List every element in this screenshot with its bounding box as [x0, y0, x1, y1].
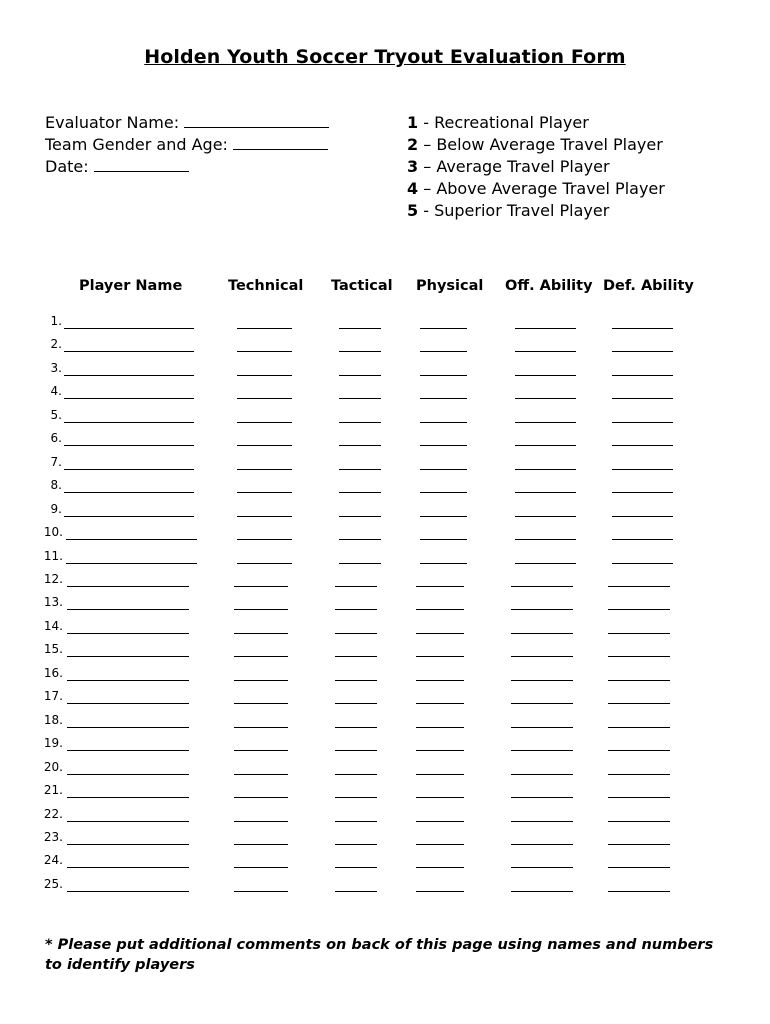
- physical-field[interactable]: [416, 656, 464, 657]
- table-row: [0, 361, 770, 381]
- physical-field[interactable]: [420, 422, 467, 423]
- off-ability-field[interactable]: [511, 891, 573, 892]
- player-name-field[interactable]: [67, 727, 189, 728]
- player-name-field[interactable]: [67, 586, 189, 587]
- tactical-field[interactable]: [335, 750, 377, 751]
- off-ability-field[interactable]: [515, 422, 576, 423]
- player-name-field[interactable]: [64, 445, 194, 446]
- off-ability-field[interactable]: [511, 821, 573, 822]
- table-row: [0, 619, 770, 639]
- tactical-field[interactable]: [335, 656, 377, 657]
- off-ability-field[interactable]: [511, 680, 573, 681]
- physical-field[interactable]: [416, 821, 464, 822]
- physical-field[interactable]: [416, 633, 464, 634]
- off-ability-field[interactable]: [515, 328, 576, 329]
- physical-field[interactable]: [416, 703, 464, 704]
- off-ability-field[interactable]: [511, 750, 573, 751]
- tactical-field[interactable]: [339, 539, 381, 540]
- tactical-field[interactable]: [339, 469, 381, 470]
- row-number: 13.: [43, 595, 63, 610]
- technical-field[interactable]: [237, 422, 292, 423]
- def-ability-field[interactable]: [612, 492, 673, 493]
- physical-field[interactable]: [416, 774, 464, 775]
- technical-field[interactable]: [234, 727, 288, 728]
- technical-field[interactable]: [237, 375, 292, 376]
- team-gender-age-field[interactable]: [233, 134, 328, 150]
- physical-field[interactable]: [416, 750, 464, 751]
- scale-item: 2 – Below Average Travel Player: [407, 135, 663, 154]
- column-header-off-ability: Off. Ability: [505, 278, 593, 294]
- tactical-field[interactable]: [335, 609, 377, 610]
- physical-field[interactable]: [420, 539, 467, 540]
- scale-item: 3 – Average Travel Player: [407, 157, 610, 176]
- table-row: [0, 783, 770, 803]
- def-ability-field[interactable]: [612, 539, 673, 540]
- date-field[interactable]: [94, 156, 189, 172]
- technical-field[interactable]: [237, 516, 292, 517]
- tactical-field[interactable]: [339, 445, 381, 446]
- column-header-physical: Physical: [416, 278, 484, 294]
- technical-field[interactable]: [237, 539, 292, 540]
- player-name-field[interactable]: [67, 774, 189, 775]
- row-number: 12.: [43, 572, 63, 586]
- scale-item: 1 - Recreational Player: [407, 113, 589, 132]
- technical-field[interactable]: [234, 609, 288, 610]
- tactical-field[interactable]: [339, 375, 381, 376]
- row-number: 5.: [50, 407, 62, 422]
- evaluator-name-field[interactable]: [184, 112, 329, 128]
- tactical-field[interactable]: [335, 867, 377, 868]
- table-row: [0, 807, 770, 827]
- physical-field[interactable]: [420, 563, 467, 564]
- table-row: [0, 455, 770, 475]
- player-name-field[interactable]: [67, 680, 189, 681]
- technical-field[interactable]: [237, 328, 292, 329]
- row-number: 23.: [43, 829, 63, 844]
- def-ability-field[interactable]: [608, 774, 670, 775]
- row-number: 22.: [43, 806, 63, 821]
- tactical-field[interactable]: [335, 680, 377, 681]
- player-name-field[interactable]: [64, 375, 194, 376]
- off-ability-field[interactable]: [515, 563, 576, 564]
- player-name-field[interactable]: [67, 891, 189, 892]
- player-name-field[interactable]: [64, 422, 194, 423]
- row-number: 24.: [43, 853, 63, 868]
- player-name-field[interactable]: [67, 633, 189, 634]
- table-row: [0, 689, 770, 709]
- scale-item: 4 – Above Average Travel Player: [407, 179, 665, 198]
- physical-field[interactable]: [416, 867, 464, 868]
- off-ability-field[interactable]: [515, 351, 576, 352]
- player-name-field[interactable]: [64, 398, 194, 399]
- row-number: 2.: [50, 337, 62, 352]
- rating-scale-legend: [407, 112, 665, 222]
- off-ability-field[interactable]: [511, 633, 573, 634]
- table-row: [0, 877, 770, 897]
- def-ability-field[interactable]: [608, 750, 670, 751]
- table-row: [0, 830, 770, 850]
- player-name-field[interactable]: [67, 867, 189, 868]
- row-number: 9.: [50, 501, 62, 516]
- player-name-field[interactable]: [64, 469, 194, 470]
- technical-field[interactable]: [234, 797, 288, 798]
- def-ability-field[interactable]: [612, 351, 673, 352]
- physical-field[interactable]: [420, 328, 467, 329]
- technical-field[interactable]: [234, 680, 288, 681]
- def-ability-field[interactable]: [612, 328, 673, 329]
- tactical-field[interactable]: [335, 727, 377, 728]
- off-ability-field[interactable]: [515, 469, 576, 470]
- tactical-field[interactable]: [339, 422, 381, 423]
- physical-field[interactable]: [420, 516, 467, 517]
- table-row: [0, 736, 770, 756]
- def-ability-field[interactable]: [612, 445, 673, 446]
- scale-item: 5 - Superior Travel Player: [407, 201, 610, 220]
- def-ability-field[interactable]: [608, 703, 670, 704]
- table-row: [0, 337, 770, 357]
- technical-field[interactable]: [234, 891, 288, 892]
- form-title: Holden Youth Soccer Tryout Evaluation Form: [144, 46, 626, 68]
- row-number: 6.: [50, 431, 62, 446]
- row-number: 20.: [43, 759, 63, 774]
- def-ability-field[interactable]: [612, 563, 673, 564]
- physical-field[interactable]: [416, 727, 464, 728]
- tactical-field[interactable]: [335, 633, 377, 634]
- def-ability-field[interactable]: [608, 844, 670, 845]
- physical-field[interactable]: [420, 351, 467, 352]
- row-number: 14.: [43, 618, 63, 633]
- technical-field[interactable]: [234, 821, 288, 822]
- technical-field[interactable]: [234, 750, 288, 751]
- row-number: 18.: [43, 712, 63, 727]
- off-ability-field[interactable]: [511, 774, 573, 775]
- tactical-field[interactable]: [335, 586, 377, 587]
- physical-field[interactable]: [420, 492, 467, 493]
- physical-field[interactable]: [416, 586, 464, 587]
- player-name-field[interactable]: [67, 797, 189, 798]
- player-name-field[interactable]: [66, 563, 197, 564]
- tactical-field[interactable]: [335, 774, 377, 775]
- technical-field[interactable]: [237, 445, 292, 446]
- technical-field[interactable]: [234, 633, 288, 634]
- table-row: [0, 642, 770, 662]
- player-name-field[interactable]: [64, 328, 194, 329]
- row-number: 19.: [43, 736, 63, 751]
- player-name-field[interactable]: [67, 609, 189, 610]
- table-row: [0, 502, 770, 522]
- tactical-field[interactable]: [339, 351, 381, 352]
- physical-field[interactable]: [416, 680, 464, 681]
- def-ability-field[interactable]: [608, 586, 670, 587]
- player-name-field[interactable]: [67, 656, 189, 657]
- technical-field[interactable]: [234, 867, 288, 868]
- table-row: [0, 853, 770, 873]
- column-header-player-name: Player Name: [79, 278, 183, 294]
- off-ability-field[interactable]: [511, 609, 573, 610]
- table-row: [0, 408, 770, 428]
- evaluator-name-label: Evaluator Name:: [45, 113, 180, 132]
- def-ability-field[interactable]: [608, 727, 670, 728]
- table-row: [0, 314, 770, 334]
- column-header-tactical: Tactical: [331, 278, 393, 294]
- player-name-field[interactable]: [64, 351, 194, 352]
- tactical-field[interactable]: [339, 492, 381, 493]
- tactical-field[interactable]: [335, 703, 377, 704]
- player-name-field[interactable]: [67, 844, 189, 845]
- row-number: 11.: [43, 548, 63, 563]
- off-ability-field[interactable]: [515, 445, 576, 446]
- def-ability-field[interactable]: [608, 633, 670, 634]
- date-label: Date:: [45, 157, 89, 176]
- def-ability-field[interactable]: [608, 821, 670, 822]
- off-ability-field[interactable]: [515, 516, 576, 517]
- player-name-field[interactable]: [66, 539, 197, 540]
- row-number: 1.: [50, 314, 62, 328]
- def-ability-field[interactable]: [608, 680, 670, 681]
- team-row: [45, 134, 329, 156]
- table-row: [0, 431, 770, 451]
- physical-field[interactable]: [420, 469, 467, 470]
- def-ability-field[interactable]: [612, 469, 673, 470]
- def-ability-field[interactable]: [612, 422, 673, 423]
- off-ability-field[interactable]: [511, 797, 573, 798]
- column-header-def-ability: Def. Ability: [603, 278, 694, 294]
- def-ability-field[interactable]: [608, 797, 670, 798]
- off-ability-field[interactable]: [511, 656, 573, 657]
- technical-field[interactable]: [234, 774, 288, 775]
- physical-field[interactable]: [416, 891, 464, 892]
- tactical-field[interactable]: [339, 516, 381, 517]
- technical-field[interactable]: [237, 492, 292, 493]
- def-ability-field[interactable]: [612, 516, 673, 517]
- row-number: 7.: [50, 454, 62, 469]
- player-name-field[interactable]: [67, 750, 189, 751]
- off-ability-field[interactable]: [511, 727, 573, 728]
- technical-field[interactable]: [234, 656, 288, 657]
- evaluator-name-row: [45, 112, 329, 134]
- def-ability-field[interactable]: [608, 891, 670, 892]
- tactical-field[interactable]: [335, 891, 377, 892]
- def-ability-field[interactable]: [612, 375, 673, 376]
- date-row: [45, 156, 329, 178]
- row-number: 3.: [50, 360, 62, 375]
- table-row: [0, 760, 770, 780]
- def-ability-field[interactable]: [608, 656, 670, 657]
- row-number: 16.: [43, 665, 63, 680]
- physical-field[interactable]: [416, 844, 464, 845]
- def-ability-field[interactable]: [608, 867, 670, 868]
- off-ability-field[interactable]: [515, 375, 576, 376]
- row-number: 15.: [43, 642, 63, 657]
- tactical-field[interactable]: [339, 398, 381, 399]
- row-number: 4.: [50, 384, 62, 399]
- def-ability-field[interactable]: [608, 609, 670, 610]
- footer-note: * Please put additional comments on back of this page using names and numbers to identify players: [45, 937, 714, 973]
- tactical-field[interactable]: [339, 328, 381, 329]
- off-ability-field[interactable]: [515, 539, 576, 540]
- team-gender-age-label: Team Gender and Age:: [45, 135, 228, 154]
- player-name-field[interactable]: [64, 516, 194, 517]
- row-number: 8.: [50, 478, 62, 493]
- tactical-field[interactable]: [335, 821, 377, 822]
- tactical-field[interactable]: [339, 563, 381, 564]
- off-ability-field[interactable]: [511, 586, 573, 587]
- physical-field[interactable]: [420, 398, 467, 399]
- technical-field[interactable]: [234, 703, 288, 704]
- off-ability-field[interactable]: [515, 398, 576, 399]
- table-row: [0, 478, 770, 498]
- technical-field[interactable]: [234, 844, 288, 845]
- technical-field[interactable]: [237, 351, 292, 352]
- physical-field[interactable]: [420, 445, 467, 446]
- table-row: [0, 713, 770, 733]
- table-row: [0, 549, 770, 569]
- form-fields: [45, 112, 329, 178]
- def-ability-field[interactable]: [612, 398, 673, 399]
- technical-field[interactable]: [237, 469, 292, 470]
- row-number: 21.: [43, 783, 63, 797]
- off-ability-field[interactable]: [511, 844, 573, 845]
- technical-field[interactable]: [234, 586, 288, 587]
- table-row: [0, 595, 770, 615]
- physical-field[interactable]: [420, 375, 467, 376]
- table-row: [0, 525, 770, 545]
- technical-field[interactable]: [237, 398, 292, 399]
- tactical-field[interactable]: [335, 844, 377, 845]
- row-number: 25.: [43, 876, 63, 891]
- physical-field[interactable]: [416, 609, 464, 610]
- row-number: 10.: [43, 525, 63, 539]
- technical-field[interactable]: [237, 563, 292, 564]
- off-ability-field[interactable]: [515, 492, 576, 493]
- physical-field[interactable]: [416, 797, 464, 798]
- table-row: [0, 384, 770, 404]
- tactical-field[interactable]: [335, 797, 377, 798]
- column-header-technical: Technical: [228, 278, 304, 294]
- off-ability-field[interactable]: [511, 703, 573, 704]
- player-name-field[interactable]: [67, 821, 189, 822]
- row-number: 17.: [43, 689, 63, 704]
- player-name-field[interactable]: [67, 703, 189, 704]
- table-row: [0, 572, 770, 592]
- player-name-field[interactable]: [64, 492, 194, 493]
- off-ability-field[interactable]: [511, 867, 573, 868]
- table-row: [0, 666, 770, 686]
